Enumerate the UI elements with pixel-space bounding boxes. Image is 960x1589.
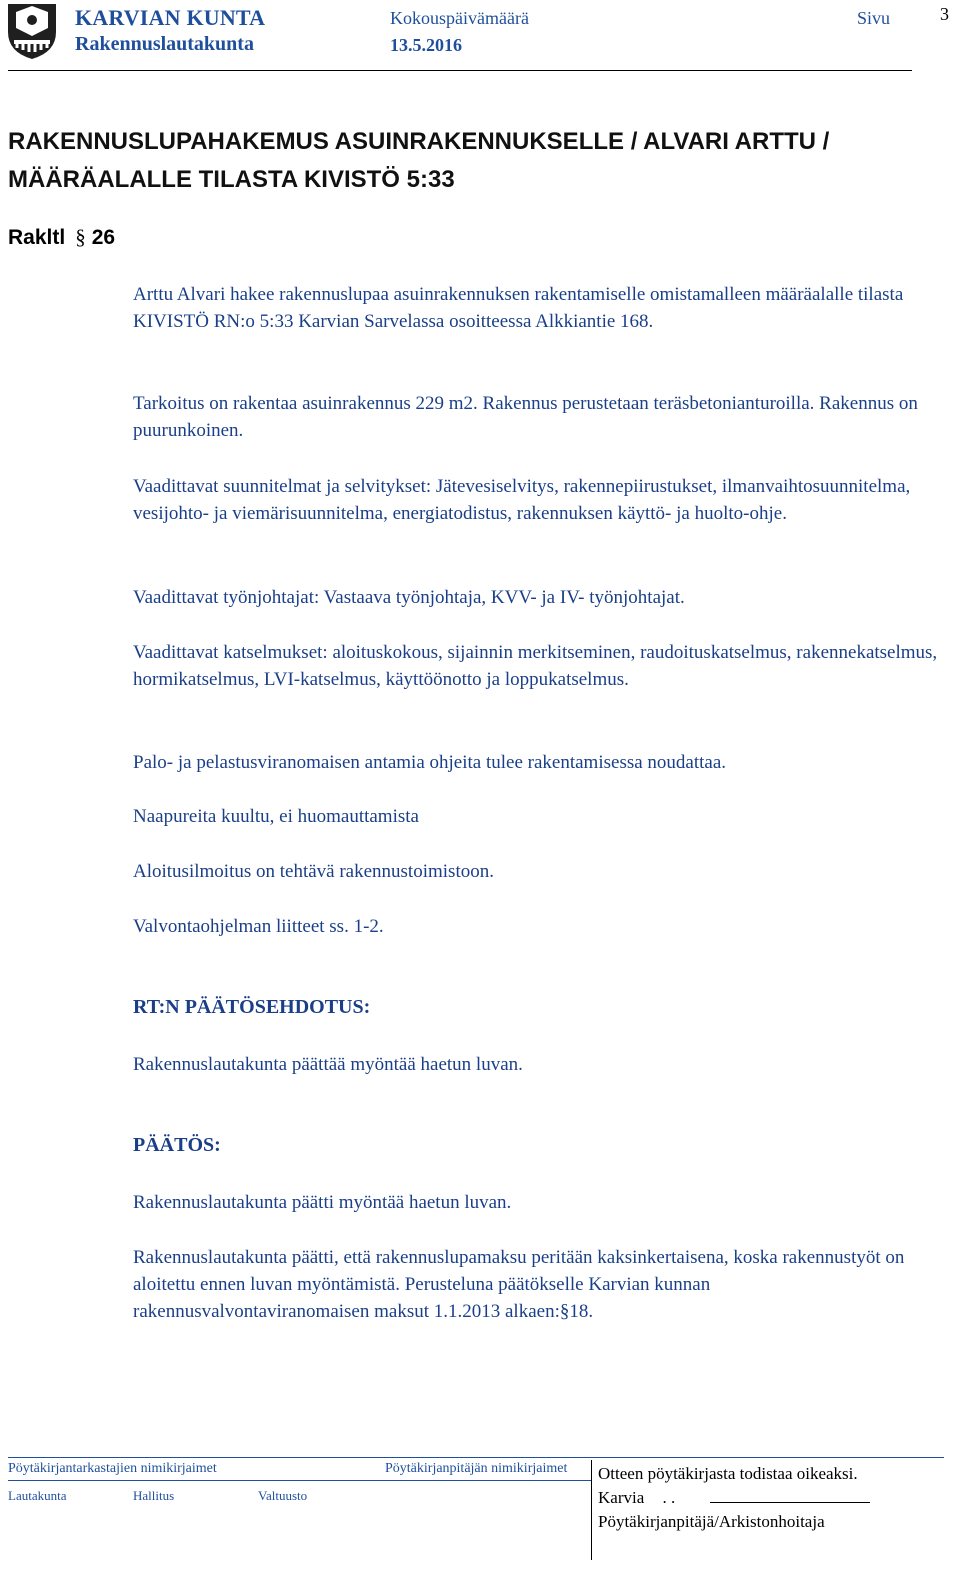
- coat-of-arms-icon: [6, 2, 58, 60]
- meeting-date: 13.5.2016: [390, 35, 462, 55]
- secretary-initials-label: Pöytäkirjanpitäjän nimikirjaimet: [385, 1461, 568, 1476]
- paragraph-required-plans: Vaadittavat suunnitelmat ja selvitykset: Jätevesiselvitys, rakennepiirustukset, ilmanvaihtosuunnitelma, vesijohto- ja viemärisuunnitelma, energiatodistus, rakennuksen käyttö- ja huolto-ohje.: [133, 476, 911, 524]
- hallitus-label: Hallitus: [133, 1488, 175, 1503]
- paragraph-required-inspections: Vaadittavat katselmukset: aloituskokous, sijainnin merkitseminen, raudoituskatselmus, rakennekatselmus, hormikatselmus, LVI-katselmus, käyttöönotto ja loppukatselmus.: [133, 642, 938, 690]
- section-reference: [8, 225, 115, 250]
- paragraph-required-supervisors: Vaadittavat työnjohtajat: Vastaava työnjohtaja, KVV- ja IV- työnjohtajat.: [133, 587, 685, 608]
- footer-inner-divider: [8, 1480, 591, 1481]
- signature-line: [710, 1488, 870, 1503]
- proposal-heading: RT:N PÄÄTÖSEHDOTUS:: [133, 996, 371, 1018]
- board-name: Rakennuslautakunta: [75, 33, 254, 55]
- inspectors-initials-label: Pöytäkirjantarkastajien nimikirjaimet: [8, 1461, 217, 1476]
- paragraph-attachments: Valvontaohjelman liitteet ss. 1-2.: [133, 916, 384, 937]
- decision-text: Rakennuslautakunta päätti myöntää haetun luvan.: [133, 1192, 512, 1213]
- paragraph-fire-safety: Palo- ja pelastusviranomaisen antamia ohjeita tulee rakentamisessa noudattaa.: [133, 752, 727, 773]
- page-number: 3: [940, 4, 949, 24]
- paragraph-application: Arttu Alvari hakee rakennuslupaa asuinrakennuksen rakentamiselle omistamalleen määräalalle tilasta KIVISTÖ RN:o 5:33 Karvian Sarvelassa osoitteessa Alkkiantie 168.: [133, 284, 904, 332]
- paragraph-neighbours: Naapureita kuultu, ei huomauttamista: [133, 806, 419, 827]
- paragraph-start-notice: Aloitusilmoitus on tehtävä rakennustoimistoon.: [133, 861, 494, 882]
- footer-divider: [8, 1457, 944, 1458]
- section-symbol: §: [75, 225, 86, 249]
- decision-fee-text: Rakennuslautakunta päätti, että rakennuslupamaksu peritään kaksinkertaisena, koska rakennustyöt on aloitettu ennen luvan myöntämistä. Perusteluna päätökselle Karvian kunnan rakennusvalvontaviranomaisen maksut 1.1.2013 alkaen:§18.: [133, 1247, 905, 1322]
- valtuusto-label: Valtuusto: [258, 1488, 308, 1503]
- date-dots: . .: [662, 1488, 676, 1507]
- certification-text: Otteen pöytäkirjasta todistaa oikeaksi.: [598, 1464, 858, 1483]
- section-number: 26: [91, 226, 116, 249]
- decision-heading: PÄÄTÖS:: [133, 1134, 221, 1156]
- document-title: [8, 123, 953, 199]
- signer-title: Pöytäkirjanpitäjä/Arkistonhoitaja: [598, 1512, 825, 1531]
- lautakunta-label: Lautakunta: [8, 1488, 67, 1503]
- meeting-date-label: Kokouspäivämäärä: [390, 8, 529, 28]
- title-line-1: RAKENNUSLUPAHAKEMUS ASUINRAKENNUKSELLE / ALVARI ARTTU /: [8, 128, 830, 155]
- header-divider: [8, 70, 912, 71]
- section-label: Rakltl: [8, 226, 66, 249]
- certification-box: [591, 1460, 944, 1560]
- organization-name: KARVIAN KUNTA: [75, 5, 266, 30]
- certification-place: [598, 1488, 870, 1508]
- proposal-text: Rakennuslautakunta päättää myöntää haetun luvan.: [133, 1054, 523, 1075]
- page-label: Sivu: [857, 8, 891, 28]
- place-name: Karvia: [598, 1488, 645, 1507]
- title-line-2: MÄÄRÄALALLE TILASTA KIVISTÖ 5:33: [8, 166, 455, 193]
- paragraph-purpose: Tarkoitus on rakentaa asuinrakennus 229 m2. Rakennus perustetaan teräsbetonianturoilla. Rakennus on puurunkoinen.: [133, 393, 918, 441]
